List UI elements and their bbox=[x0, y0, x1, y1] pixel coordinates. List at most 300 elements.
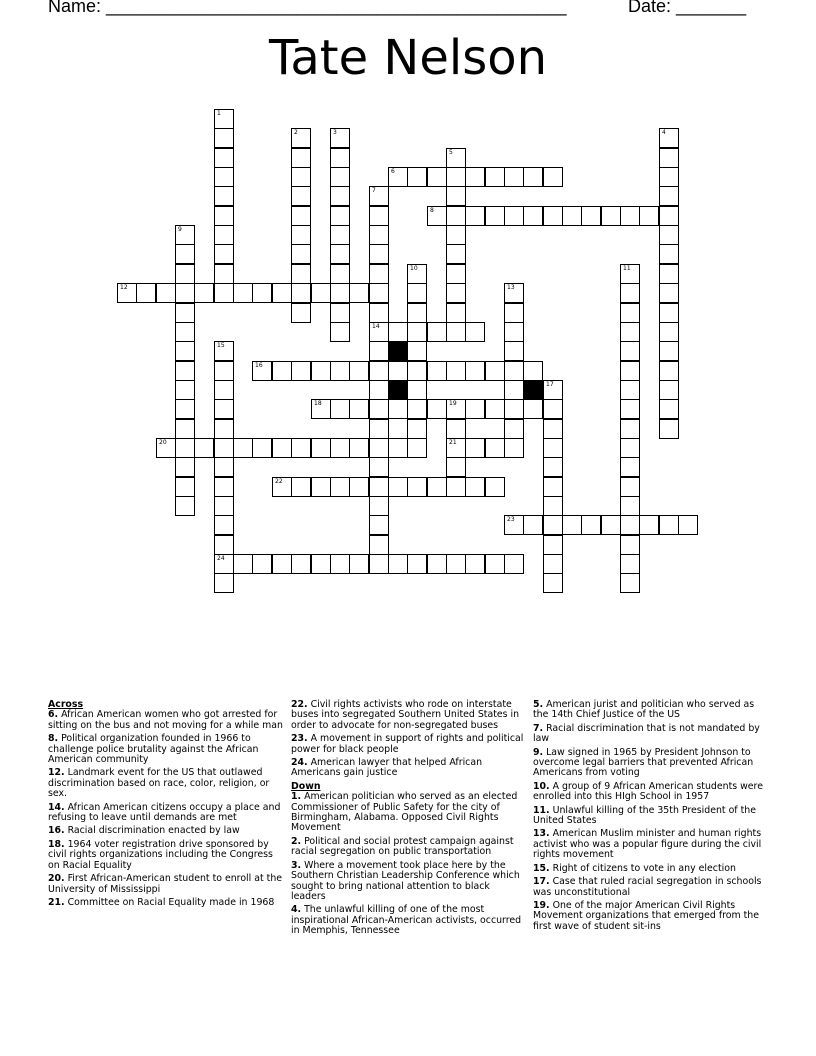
clue-text: 1964 voter registration drive sponsored by civil rights organizations including the Congress on Racial Equality bbox=[48, 838, 273, 871]
grid-cell[interactable] bbox=[523, 515, 543, 535]
grid-cell[interactable] bbox=[388, 399, 408, 419]
grid-cell[interactable] bbox=[446, 554, 466, 574]
grid-cell[interactable] bbox=[369, 457, 389, 477]
grid-cell[interactable] bbox=[620, 554, 640, 574]
grid-cell[interactable] bbox=[504, 303, 524, 323]
grid-cell[interactable] bbox=[407, 341, 427, 361]
grid-cell[interactable] bbox=[311, 399, 331, 419]
grid-cell[interactable] bbox=[214, 477, 234, 497]
grid-cell[interactable] bbox=[485, 167, 505, 187]
grid-cell[interactable] bbox=[369, 264, 389, 284]
grid-cell[interactable] bbox=[446, 206, 466, 226]
grid-cell[interactable] bbox=[272, 438, 292, 458]
clue-number: 20. bbox=[48, 873, 65, 885]
clue-number: 9. bbox=[533, 746, 544, 758]
grid-cell[interactable] bbox=[311, 283, 331, 303]
grid-cell[interactable] bbox=[504, 515, 524, 535]
grid-cell[interactable] bbox=[523, 399, 543, 419]
grid-cell[interactable] bbox=[388, 438, 408, 458]
grid-cell[interactable] bbox=[291, 303, 311, 323]
grid-cell[interactable] bbox=[175, 419, 195, 439]
grid-cell[interactable] bbox=[311, 477, 331, 497]
grid-cell[interactable] bbox=[349, 283, 369, 303]
grid-cell[interactable] bbox=[543, 515, 563, 535]
grid-cell[interactable] bbox=[620, 361, 640, 381]
grid-cell[interactable] bbox=[252, 283, 272, 303]
grid-cell[interactable] bbox=[291, 554, 311, 574]
grid-cell[interactable] bbox=[465, 399, 485, 419]
grid-cell[interactable] bbox=[427, 361, 447, 381]
grid-cell[interactable] bbox=[659, 361, 679, 381]
grid-cell[interactable] bbox=[330, 225, 350, 245]
clue-number: 22 bbox=[275, 478, 283, 485]
grid-cell[interactable] bbox=[504, 167, 524, 187]
grid-cell[interactable] bbox=[620, 457, 640, 477]
clue-number: 10. bbox=[533, 780, 550, 792]
grid-cell[interactable] bbox=[330, 322, 350, 342]
grid-cell[interactable] bbox=[175, 322, 195, 342]
grid-cell[interactable] bbox=[369, 399, 389, 419]
grid-cell[interactable] bbox=[620, 515, 640, 535]
grid-cell[interactable] bbox=[620, 535, 640, 555]
page-title: Tate Nelson bbox=[269, 30, 547, 86]
black-cell bbox=[523, 380, 543, 400]
clue-number: 6. bbox=[48, 709, 59, 721]
grid-cell[interactable] bbox=[543, 419, 563, 439]
grid-cell[interactable] bbox=[659, 225, 679, 245]
clue-column-1 bbox=[48, 700, 284, 911]
grid-cell[interactable] bbox=[620, 438, 640, 458]
grid-cell[interactable] bbox=[330, 206, 350, 226]
grid-cell[interactable] bbox=[349, 554, 369, 574]
grid-cell[interactable] bbox=[214, 554, 234, 574]
across-clue bbox=[291, 734, 527, 755]
grid-cell[interactable] bbox=[407, 322, 427, 342]
grid-cell[interactable] bbox=[369, 438, 389, 458]
clue-number: 5. bbox=[533, 699, 544, 710]
grid-cell[interactable] bbox=[620, 573, 640, 593]
black-cell bbox=[388, 341, 408, 361]
grid-cell[interactable] bbox=[485, 477, 505, 497]
grid-cell[interactable] bbox=[117, 283, 137, 303]
grid-cell[interactable] bbox=[214, 225, 234, 245]
grid-cell[interactable] bbox=[485, 361, 505, 381]
grid-cell[interactable] bbox=[659, 419, 679, 439]
grid-cell[interactable] bbox=[291, 264, 311, 284]
grid-cell[interactable] bbox=[291, 477, 311, 497]
grid-cell[interactable] bbox=[407, 167, 427, 187]
grid-cell[interactable] bbox=[659, 186, 679, 206]
grid-cell[interactable] bbox=[543, 535, 563, 555]
clue-number: 12 bbox=[120, 284, 128, 291]
clue-number: 11 bbox=[623, 265, 631, 272]
grid-cell[interactable] bbox=[504, 361, 524, 381]
grid-cell[interactable] bbox=[175, 341, 195, 361]
grid-cell[interactable] bbox=[659, 341, 679, 361]
grid-cell[interactable] bbox=[311, 438, 331, 458]
grid-cell[interactable] bbox=[659, 303, 679, 323]
grid-cell[interactable] bbox=[291, 167, 311, 187]
grid-cell[interactable] bbox=[369, 303, 389, 323]
grid-cell[interactable] bbox=[214, 109, 234, 129]
grid-cell[interactable] bbox=[330, 264, 350, 284]
grid-cell[interactable] bbox=[465, 322, 485, 342]
grid-cell[interactable] bbox=[214, 457, 234, 477]
clue-number: 1 bbox=[217, 110, 221, 117]
grid-cell[interactable] bbox=[446, 438, 466, 458]
grid-cell[interactable] bbox=[214, 535, 234, 555]
grid-cell[interactable] bbox=[330, 128, 350, 148]
grid-cell[interactable] bbox=[214, 244, 234, 264]
grid-cell[interactable] bbox=[407, 380, 427, 400]
grid-cell[interactable] bbox=[427, 477, 447, 497]
grid-cell[interactable] bbox=[659, 128, 679, 148]
grid-cell[interactable] bbox=[175, 283, 195, 303]
grid-cell[interactable] bbox=[252, 361, 272, 381]
grid-cell[interactable] bbox=[369, 361, 389, 381]
clue-number: 10 bbox=[410, 265, 418, 272]
grid-cell[interactable] bbox=[330, 399, 350, 419]
grid-cell[interactable] bbox=[446, 322, 466, 342]
down-clue bbox=[533, 700, 769, 721]
down-clue bbox=[291, 905, 527, 936]
grid-cell[interactable] bbox=[369, 496, 389, 516]
grid-cell[interactable] bbox=[504, 438, 524, 458]
grid-cell[interactable] bbox=[601, 206, 621, 226]
grid-cell[interactable] bbox=[407, 419, 427, 439]
grid-cell[interactable] bbox=[214, 341, 234, 361]
grid-cell[interactable] bbox=[446, 264, 466, 284]
grid-cell[interactable] bbox=[272, 361, 292, 381]
grid-cell[interactable] bbox=[388, 167, 408, 187]
grid-cell[interactable] bbox=[233, 438, 253, 458]
across-clue bbox=[48, 768, 284, 799]
grid-cell[interactable] bbox=[543, 399, 563, 419]
grid-cell[interactable] bbox=[369, 535, 389, 555]
grid-cell[interactable] bbox=[136, 283, 156, 303]
clue-number: 17. bbox=[533, 876, 550, 888]
clue-text: American Muslim minister and human rights activist who was a popular figure during the civil rights movement bbox=[533, 828, 762, 861]
clue-number: 20 bbox=[159, 439, 167, 446]
grid-cell[interactable] bbox=[504, 554, 524, 574]
grid-cell[interactable] bbox=[659, 148, 679, 168]
grid-cell[interactable] bbox=[369, 244, 389, 264]
grid-cell[interactable] bbox=[369, 419, 389, 439]
clue-number: 8. bbox=[48, 733, 59, 745]
grid-cell[interactable] bbox=[659, 283, 679, 303]
grid-cell[interactable] bbox=[388, 361, 408, 381]
grid-cell[interactable] bbox=[485, 554, 505, 574]
grid-cell[interactable] bbox=[214, 186, 234, 206]
grid-cell[interactable] bbox=[659, 322, 679, 342]
across-clue bbox=[48, 874, 284, 895]
grid-cell[interactable] bbox=[330, 303, 350, 323]
clue-text: Landmark event for the US that outlawed discrimination based on race, color, religion, or sex. bbox=[48, 767, 270, 800]
grid-cell[interactable] bbox=[581, 206, 601, 226]
grid-cell[interactable] bbox=[620, 380, 640, 400]
grid-cell[interactable] bbox=[291, 148, 311, 168]
grid-cell[interactable] bbox=[659, 244, 679, 264]
grid-cell[interactable] bbox=[446, 361, 466, 381]
grid-cell[interactable] bbox=[330, 554, 350, 574]
grid-cell[interactable] bbox=[330, 167, 350, 187]
grid-cell[interactable] bbox=[369, 341, 389, 361]
grid-cell[interactable] bbox=[214, 206, 234, 226]
grid-cell[interactable] bbox=[407, 264, 427, 284]
grid-cell[interactable] bbox=[330, 244, 350, 264]
grid-cell[interactable] bbox=[523, 361, 543, 381]
grid-cell[interactable] bbox=[639, 515, 659, 535]
grid-cell[interactable] bbox=[427, 206, 447, 226]
grid-cell[interactable] bbox=[620, 322, 640, 342]
grid-cell[interactable] bbox=[446, 477, 466, 497]
grid-cell[interactable] bbox=[291, 128, 311, 148]
across-clue bbox=[48, 734, 284, 765]
grid-cell[interactable] bbox=[175, 303, 195, 323]
grid-cell[interactable] bbox=[291, 438, 311, 458]
grid-cell[interactable] bbox=[407, 361, 427, 381]
grid-cell[interactable] bbox=[349, 477, 369, 497]
grid-cell[interactable] bbox=[349, 361, 369, 381]
grid-cell[interactable] bbox=[369, 477, 389, 497]
grid-cell[interactable] bbox=[330, 283, 350, 303]
grid-cell[interactable] bbox=[175, 457, 195, 477]
grid-cell[interactable] bbox=[543, 167, 563, 187]
clue-number: 16. bbox=[48, 825, 65, 837]
grid-cell[interactable] bbox=[446, 303, 466, 323]
grid-cell[interactable] bbox=[678, 515, 698, 535]
grid-cell[interactable] bbox=[504, 380, 524, 400]
grid-cell[interactable] bbox=[214, 496, 234, 516]
grid-cell[interactable] bbox=[291, 186, 311, 206]
grid-cell[interactable] bbox=[369, 322, 389, 342]
grid-cell[interactable] bbox=[369, 225, 389, 245]
grid-cell[interactable] bbox=[330, 477, 350, 497]
grid-cell[interactable] bbox=[543, 206, 563, 226]
grid-cell[interactable] bbox=[446, 167, 466, 187]
grid-cell[interactable] bbox=[620, 399, 640, 419]
grid-cell[interactable] bbox=[175, 399, 195, 419]
grid-cell[interactable] bbox=[407, 303, 427, 323]
grid-cell[interactable] bbox=[639, 206, 659, 226]
clue-text: Political and social protest campaign against racial segregation on public transportation bbox=[291, 835, 514, 858]
grid-cell[interactable] bbox=[272, 283, 292, 303]
grid-cell[interactable] bbox=[465, 206, 485, 226]
grid-cell[interactable] bbox=[175, 496, 195, 516]
grid-cell[interactable] bbox=[485, 206, 505, 226]
grid-cell[interactable] bbox=[446, 283, 466, 303]
grid-cell[interactable] bbox=[407, 283, 427, 303]
grid-cell[interactable] bbox=[620, 496, 640, 516]
grid-cell[interactable] bbox=[543, 554, 563, 574]
grid-cell[interactable] bbox=[659, 167, 679, 187]
clue-number: 1. bbox=[291, 791, 302, 803]
grid-cell[interactable] bbox=[562, 206, 582, 226]
grid-cell[interactable] bbox=[330, 361, 350, 381]
grid-cell[interactable] bbox=[620, 477, 640, 497]
grid-cell[interactable] bbox=[523, 167, 543, 187]
grid-cell[interactable] bbox=[504, 283, 524, 303]
grid-cell[interactable] bbox=[369, 206, 389, 226]
grid-cell[interactable] bbox=[446, 186, 466, 206]
grid-cell[interactable] bbox=[291, 225, 311, 245]
grid-cell[interactable] bbox=[175, 361, 195, 381]
grid-cell[interactable] bbox=[214, 380, 234, 400]
grid-cell[interactable] bbox=[369, 515, 389, 535]
clue-column-2 bbox=[291, 700, 527, 940]
grid-cell[interactable] bbox=[446, 148, 466, 168]
clue-text: One of the major American Civil Rights Movement organizations that emerged from the first wave of student sit-ins bbox=[533, 899, 760, 932]
grid-cell[interactable] bbox=[446, 457, 466, 477]
grid-cell[interactable] bbox=[214, 283, 234, 303]
grid-cell[interactable] bbox=[465, 167, 485, 187]
grid-cell[interactable] bbox=[465, 477, 485, 497]
clue-number: 6 bbox=[391, 168, 395, 175]
grid-cell[interactable] bbox=[620, 264, 640, 284]
grid-cell[interactable] bbox=[427, 167, 447, 187]
down-clue bbox=[533, 748, 769, 779]
grid-cell[interactable] bbox=[427, 322, 447, 342]
grid-cell[interactable] bbox=[214, 419, 234, 439]
grid-cell[interactable] bbox=[485, 438, 505, 458]
clue-number: 17 bbox=[546, 381, 554, 388]
grid-cell[interactable] bbox=[620, 419, 640, 439]
grid-cell[interactable] bbox=[543, 380, 563, 400]
grid-cell[interactable] bbox=[504, 322, 524, 342]
grid-cell[interactable] bbox=[465, 554, 485, 574]
grid-cell[interactable] bbox=[214, 573, 234, 593]
name-field[interactable]: Name: ______________________________________________ bbox=[48, 0, 567, 16]
grid-cell[interactable] bbox=[446, 225, 466, 245]
grid-cell[interactable] bbox=[543, 496, 563, 516]
grid-cell[interactable] bbox=[581, 515, 601, 535]
grid-cell[interactable] bbox=[659, 515, 679, 535]
clue-number: 5 bbox=[449, 149, 453, 156]
grid-cell[interactable] bbox=[620, 206, 640, 226]
grid-cell[interactable] bbox=[504, 206, 524, 226]
grid-cell[interactable] bbox=[659, 206, 679, 226]
grid-cell[interactable] bbox=[330, 438, 350, 458]
clue-text: American jurist and politician who served as the 14th Chief Justice of the US bbox=[533, 699, 755, 721]
grid-cell[interactable] bbox=[214, 515, 234, 535]
grid-cell[interactable] bbox=[311, 554, 331, 574]
grid-cell[interactable] bbox=[291, 244, 311, 264]
grid-cell[interactable] bbox=[175, 244, 195, 264]
grid-cell[interactable] bbox=[659, 399, 679, 419]
grid-cell[interactable] bbox=[175, 264, 195, 284]
grid-cell[interactable] bbox=[446, 419, 466, 439]
grid-cell[interactable] bbox=[291, 361, 311, 381]
across-clue bbox=[291, 700, 527, 731]
grid-cell[interactable] bbox=[175, 477, 195, 497]
grid-cell[interactable] bbox=[407, 554, 427, 574]
grid-cell[interactable] bbox=[330, 148, 350, 168]
clue-number: 21. bbox=[48, 896, 65, 908]
grid-cell[interactable] bbox=[194, 283, 214, 303]
grid-cell[interactable] bbox=[369, 283, 389, 303]
clue-text: Racial discrimination that is not mandated by law bbox=[533, 722, 760, 745]
grid-cell[interactable] bbox=[407, 477, 427, 497]
grid-cell[interactable] bbox=[349, 438, 369, 458]
grid-cell[interactable] bbox=[175, 225, 195, 245]
grid-cell[interactable] bbox=[214, 361, 234, 381]
grid-cell[interactable] bbox=[465, 361, 485, 381]
grid-cell[interactable] bbox=[659, 380, 679, 400]
grid-cell[interactable] bbox=[620, 341, 640, 361]
across-clue bbox=[48, 710, 284, 731]
clue-text: Case that ruled racial segregation in schools was unconstitutional bbox=[533, 876, 762, 898]
grid-cell[interactable] bbox=[252, 554, 272, 574]
grid-cell[interactable] bbox=[659, 264, 679, 284]
grid-cell[interactable] bbox=[446, 244, 466, 264]
grid-cell[interactable] bbox=[291, 206, 311, 226]
grid-cell[interactable] bbox=[252, 438, 272, 458]
grid-cell[interactable] bbox=[446, 399, 466, 419]
grid-cell[interactable] bbox=[465, 438, 485, 458]
grid-cell[interactable] bbox=[214, 148, 234, 168]
grid-cell[interactable] bbox=[214, 438, 234, 458]
grid-cell[interactable] bbox=[562, 515, 582, 535]
grid-cell[interactable] bbox=[407, 399, 427, 419]
grid-cell[interactable] bbox=[330, 186, 350, 206]
grid-cell[interactable] bbox=[543, 457, 563, 477]
grid-cell[interactable] bbox=[504, 419, 524, 439]
grid-cell[interactable] bbox=[504, 399, 524, 419]
clue-text: Political organization founded in 1966 to challenge police brutality against the African American community bbox=[48, 733, 259, 766]
grid-cell[interactable] bbox=[543, 477, 563, 497]
grid-cell[interactable] bbox=[369, 554, 389, 574]
grid-cell[interactable] bbox=[543, 438, 563, 458]
grid-cell[interactable] bbox=[233, 554, 253, 574]
grid-cell[interactable] bbox=[233, 283, 253, 303]
grid-cell[interactable] bbox=[620, 303, 640, 323]
grid-cell[interactable] bbox=[214, 399, 234, 419]
grid-cell[interactable] bbox=[156, 438, 176, 458]
grid-cell[interactable] bbox=[601, 515, 621, 535]
grid-cell[interactable] bbox=[156, 283, 176, 303]
grid-cell[interactable] bbox=[523, 206, 543, 226]
grid-cell[interactable] bbox=[427, 554, 447, 574]
grid-cell[interactable] bbox=[485, 399, 505, 419]
grid-cell[interactable] bbox=[369, 380, 389, 400]
grid-cell[interactable] bbox=[349, 399, 369, 419]
grid-cell[interactable] bbox=[272, 554, 292, 574]
clue-number: 3. bbox=[291, 859, 302, 871]
grid-cell[interactable] bbox=[543, 573, 563, 593]
grid-cell[interactable] bbox=[407, 438, 427, 458]
grid-cell[interactable] bbox=[214, 167, 234, 187]
grid-cell[interactable] bbox=[175, 438, 195, 458]
grid-cell[interactable] bbox=[272, 477, 292, 497]
grid-cell[interactable] bbox=[388, 322, 408, 342]
grid-cell[interactable] bbox=[214, 128, 234, 148]
grid-cell[interactable] bbox=[504, 341, 524, 361]
grid-cell[interactable] bbox=[369, 186, 389, 206]
clue-number: 24 bbox=[217, 555, 225, 562]
grid-cell[interactable] bbox=[311, 361, 331, 381]
grid-cell[interactable] bbox=[214, 264, 234, 284]
clue-number: 19. bbox=[533, 899, 550, 911]
date-field[interactable]: Date: _______ bbox=[628, 0, 747, 16]
grid-cell[interactable] bbox=[291, 283, 311, 303]
grid-cell[interactable] bbox=[388, 554, 408, 574]
grid-cell[interactable] bbox=[388, 477, 408, 497]
grid-cell[interactable] bbox=[620, 283, 640, 303]
clue-number: 2. bbox=[291, 835, 302, 847]
grid-cell[interactable] bbox=[175, 380, 195, 400]
grid-cell[interactable] bbox=[427, 399, 447, 419]
grid-cell[interactable] bbox=[194, 438, 214, 458]
